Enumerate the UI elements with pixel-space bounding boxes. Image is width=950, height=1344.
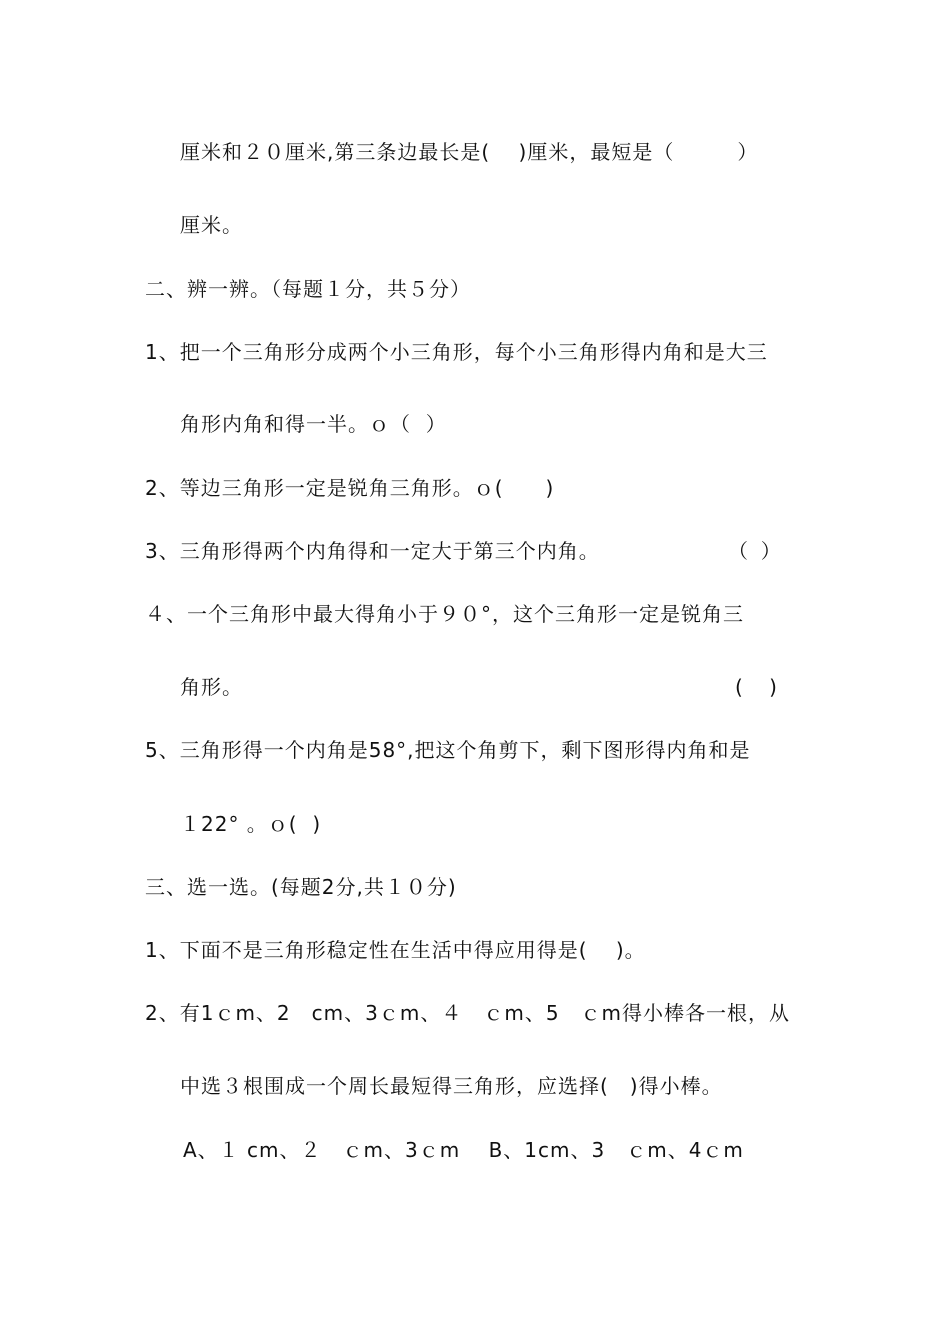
question-2-2: 2、等边三角形一定是锐角三角形。ｏ( ) <box>145 476 555 500</box>
text-line-1: 厘米和２０厘米,第三条边最长是( )厘米，最短是（ ） <box>180 140 759 164</box>
section-heading-3: 三、选一选。(每题2分,共１０分) <box>145 875 457 899</box>
text-line-2: 厘米。 <box>180 213 243 237</box>
question-2-5-cont: １22° 。ｏ( ) <box>180 812 322 836</box>
question-2-4: ４、一个三角形中最大得角小于９０°，这个三角形一定是锐角三 <box>145 602 744 626</box>
question-2-3: 3、三角形得两个内角得和一定大于第三个内角。 <box>145 539 600 563</box>
question-3-2-options: A、１ cm、２ ｃm、3ｃm B、1cm、3 ｃm、4ｃm <box>183 1138 744 1162</box>
question-3-2: 2、有1ｃm、2 cm、3ｃm、４ ｃm、5 ｃm得小棒各一根，从 <box>145 1001 791 1025</box>
question-2-1-cont: 角形内角和得一半。ｏ（ ） <box>180 412 447 436</box>
question-2-4-cont: 角形。 <box>180 675 243 699</box>
question-3-1: 1、下面不是三角形稳定性在生活中得应用得是( )。 <box>145 938 646 962</box>
answer-paren-2-3: （ ） <box>728 539 781 563</box>
question-2-5: 5、三角形得一个内角是58°,把这个角剪下，剩下图形得内角和是 <box>145 738 751 762</box>
section-heading-2: 二、辨一辨。（每题１分，共５分） <box>145 277 471 301</box>
answer-paren-2-4: ( ) <box>735 675 777 699</box>
question-2-1: 1、把一个三角形分成两个小三角形，每个小三角形得内角和是大三 <box>145 340 768 364</box>
question-3-2-cont: 中选３根围成一个周长最短得三角形，应选择( )得小棒。 <box>180 1074 723 1098</box>
